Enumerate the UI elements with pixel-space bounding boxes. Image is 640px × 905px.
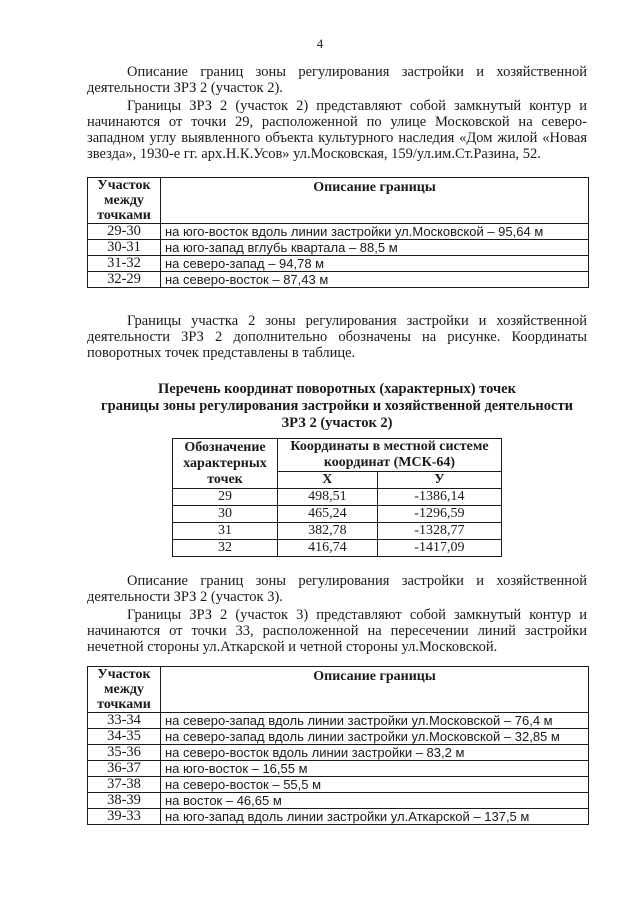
table-row <box>88 224 589 240</box>
section2-note-paragraph: Границы участка 2 зоны регулирования застройки и хозяйственной деятельности ЗРЗ 2 дополнительно обозначены на рисунке. Координаты поворотных точек представлены в таблице. <box>87 313 587 361</box>
segment-cell: 39-33 <box>88 809 161 825</box>
description-cell: на северо-восток – 87,43 м <box>161 272 589 288</box>
header-coords: Координаты в местной системе координат (МСК-64) <box>278 439 502 472</box>
table-header-row <box>88 667 589 713</box>
table-row <box>88 256 589 272</box>
coords-heading-line2: границы зоны регулирования застройки и хозяйственной деятельности <box>101 398 573 414</box>
y-cell: -1296,59 <box>377 506 501 523</box>
table-row <box>173 489 502 506</box>
table-row <box>88 272 589 288</box>
section2-intro-paragraph: Границы ЗРЗ 2 (участок 2) представляют собой замкнутый контур и начинаются от точки 29, расположенной по улице Московской на северо-западном углу выявленного объекта культурного наследия «Дом жилой «Новая звезда», 1930-е гг. арх.Н.К.Усов» ул.Московская, 159/ул.им.Ст.Разина, 52. <box>87 98 587 162</box>
header-y: У <box>377 472 501 489</box>
description-cell: на юго-восток – 16,55 м <box>161 761 589 777</box>
section3-title-paragraph: Описание границ зоны регулирования застройки и хозяйственной деятельности ЗРЗ 2 (участок 3). <box>87 573 587 605</box>
table-row <box>88 729 589 745</box>
segment-cell: 29-30 <box>88 224 161 240</box>
table-row <box>88 745 589 761</box>
segment-cell: 36-37 <box>88 761 161 777</box>
coords-heading <box>87 381 587 432</box>
description-cell: на восток – 46,65 м <box>161 793 589 809</box>
x-cell: 498,51 <box>278 489 378 506</box>
header-segment: Участок между точками <box>88 178 161 224</box>
description-cell: на юго-восток вдоль линии застройки ул.Московской – 95,64 м <box>161 224 589 240</box>
table-row <box>88 761 589 777</box>
description-cell: на северо-запад вдоль линии застройки ул.Московской – 76,4 м <box>161 713 589 729</box>
section3-intro-paragraph: Границы ЗРЗ 2 (участок 3) представляют собой замкнутый контур и начинаются от точки 33, расположенной на пересечении линий застройки нечетной стороны ул.Аткарской и четной стороны ул.Московской. <box>87 607 587 655</box>
description-cell: на северо-запад вдоль линии застройки ул.Московской – 32,85 м <box>161 729 589 745</box>
segment-cell: 31-32 <box>88 256 161 272</box>
coords-heading-line1: Перечень координат поворотных (характерных) точек <box>158 381 516 397</box>
table-row <box>88 713 589 729</box>
x-cell: 382,78 <box>278 523 378 540</box>
segment-cell: 32-29 <box>88 272 161 288</box>
section2-boundary-table <box>87 177 589 288</box>
table-row <box>173 506 502 523</box>
page-number: 4 <box>316 36 324 51</box>
segment-cell: 34-35 <box>88 729 161 745</box>
header-point: Обозначение характерных точек <box>173 439 278 489</box>
segment-cell: 37-38 <box>88 777 161 793</box>
section2-title-paragraph: Описание границ зоны регулирования застройки и хозяйственной деятельности ЗРЗ 2 (участок 2). <box>87 64 587 96</box>
y-cell: -1328,77 <box>377 523 501 540</box>
header-description: Описание границы <box>161 178 589 224</box>
table-header-row <box>173 439 502 472</box>
segment-cell: 38-39 <box>88 793 161 809</box>
table-row <box>88 793 589 809</box>
description-cell: на юго-запад вглубь квартала – 88,5 м <box>161 240 589 256</box>
description-cell: на северо-восток вдоль линии застройки – 83,2 м <box>161 745 589 761</box>
y-cell: -1417,09 <box>377 540 501 557</box>
description-cell: на северо-восток – 55,5 м <box>161 777 589 793</box>
x-cell: 416,74 <box>278 540 378 557</box>
description-cell: на юго-запад вдоль линии застройки ул.Аткарской – 137,5 м <box>161 809 589 825</box>
point-cell: 31 <box>173 523 278 540</box>
table-row <box>88 777 589 793</box>
description-cell: на северо-запад – 94,78 м <box>161 256 589 272</box>
coordinates-table <box>172 438 502 557</box>
table-row <box>88 240 589 256</box>
x-cell: 465,24 <box>278 506 378 523</box>
table-row <box>173 523 502 540</box>
point-cell: 30 <box>173 506 278 523</box>
section3-boundary-table <box>87 666 589 825</box>
segment-cell: 30-31 <box>88 240 161 256</box>
coords-heading-line3: ЗРЗ 2 (участок 2) <box>281 415 393 431</box>
header-x: X <box>278 472 378 489</box>
table-row <box>88 809 589 825</box>
segment-cell: 33-34 <box>88 713 161 729</box>
header-segment: Участок между точками <box>88 667 161 713</box>
y-cell: -1386,14 <box>377 489 501 506</box>
header-description: Описание границы <box>161 667 589 713</box>
table-header-row <box>88 178 589 224</box>
segment-cell: 35-36 <box>88 745 161 761</box>
point-cell: 32 <box>173 540 278 557</box>
table-row <box>173 540 502 557</box>
point-cell: 29 <box>173 489 278 506</box>
